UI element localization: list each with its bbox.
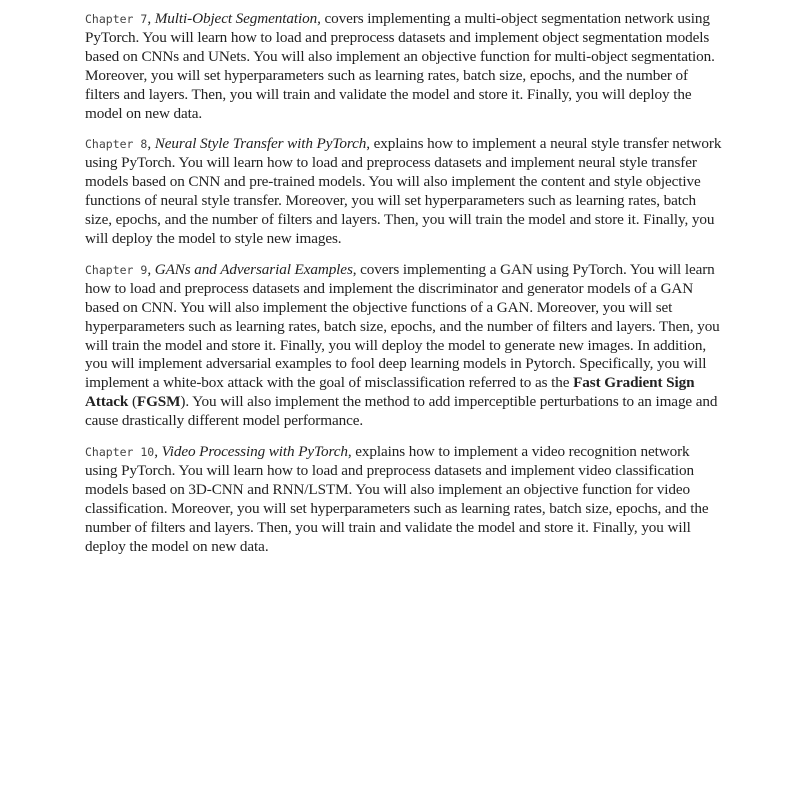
chapter-10-label: Chapter 10 — [85, 445, 155, 460]
chapter-10-paragraph — [85, 443, 725, 556]
separator: , — [147, 10, 155, 27]
chapter-7-paragraph — [85, 10, 725, 123]
chapter-9-tail: ). You will also implement the method to add imperceptible perturbations to an image and cause drastically different model performance. — [85, 393, 718, 430]
chapter-9-paragraph — [85, 261, 725, 431]
chapter-9-label: Chapter 9 — [85, 262, 148, 277]
chapter-8-paragraph — [85, 135, 725, 248]
chapter-8-text: , explains how to implement a neural style transfer network using PyTorch. You will learn how to load and preprocess datasets and implement neural style transfer models based on CNN and pre-trained models. You will also implement the content and style objective functions of neural style transfer. Moreover, you will set hyperparameters such as learning rates, batch size, epochs, and the number of filters and layers. Then, you will train the model and store it. Finally, you will deploy the model to style new images. — [85, 135, 722, 247]
fgsm-acronym: FGSM — [136, 393, 181, 411]
separator: , — [154, 443, 162, 461]
chapter-8-title: Neural Style Transfer with PyTorch — [154, 135, 367, 153]
separator: , — [147, 260, 155, 278]
separator: , — [147, 135, 155, 153]
chapter-9-text: , covers implementing a GAN using PyTorch. You will learn how to load and preprocess datasets and implement the discriminator and generator models of a GAN based on CNN. You will also implement the objective functions of a GAN. Moreover, you will set hyperparameters such as learning rates, batch size, epochs, and the number of filters and layers. Then, you will train the model and store it. Finally, you will deploy the model to generate new images. In addition, you will implement adversarial examples to fool deep learning models in Pytorch. Specifically, you will implement a white-box attack with the goal of misclassification referred to as the — [85, 260, 720, 392]
chapter-7-label: Chapter 7 — [85, 12, 148, 26]
chapter-9-mid: ( — [128, 393, 137, 411]
chapter-7-title: Multi-Object Segmentation — [154, 10, 318, 27]
chapter-7-text: , covers implementing a multi-object segmentation network using PyTorch. You will learn how to load and preprocess datasets and implement object segmentation models based on CNNs and UNets. You will also implement an objective function for multi-object segmentation. Moreover, you will set hyperparameters such as learning rates, batch size, epochs, and the number of filters and layers. Then, you will train and validate the model and store it. Finally, you will deploy the model on new data. — [85, 10, 715, 122]
fgsm-term: Fast Gradient Sign Attack — [85, 374, 695, 411]
chapter-8-label: Chapter 8 — [85, 137, 148, 152]
chapter-9-title: GANs and Adversarial Examples — [154, 260, 353, 278]
document-page — [85, 10, 725, 568]
chapter-10-title: Video Processing with PyTorch — [161, 443, 348, 461]
chapter-10-text: , explains how to implement a video recognition network using PyTorch. You will learn how to load and preprocess datasets and implement video classification models based on 3D-CNN and RNN/LSTM. You will also implement an objective function for video classification. Moreover, you will set hyperparameters such as learning rates, batch size, epochs, and the number of filters and layers. Then, you will train and validate the model and store it. Finally, you will deploy the model on new data. — [85, 443, 709, 555]
